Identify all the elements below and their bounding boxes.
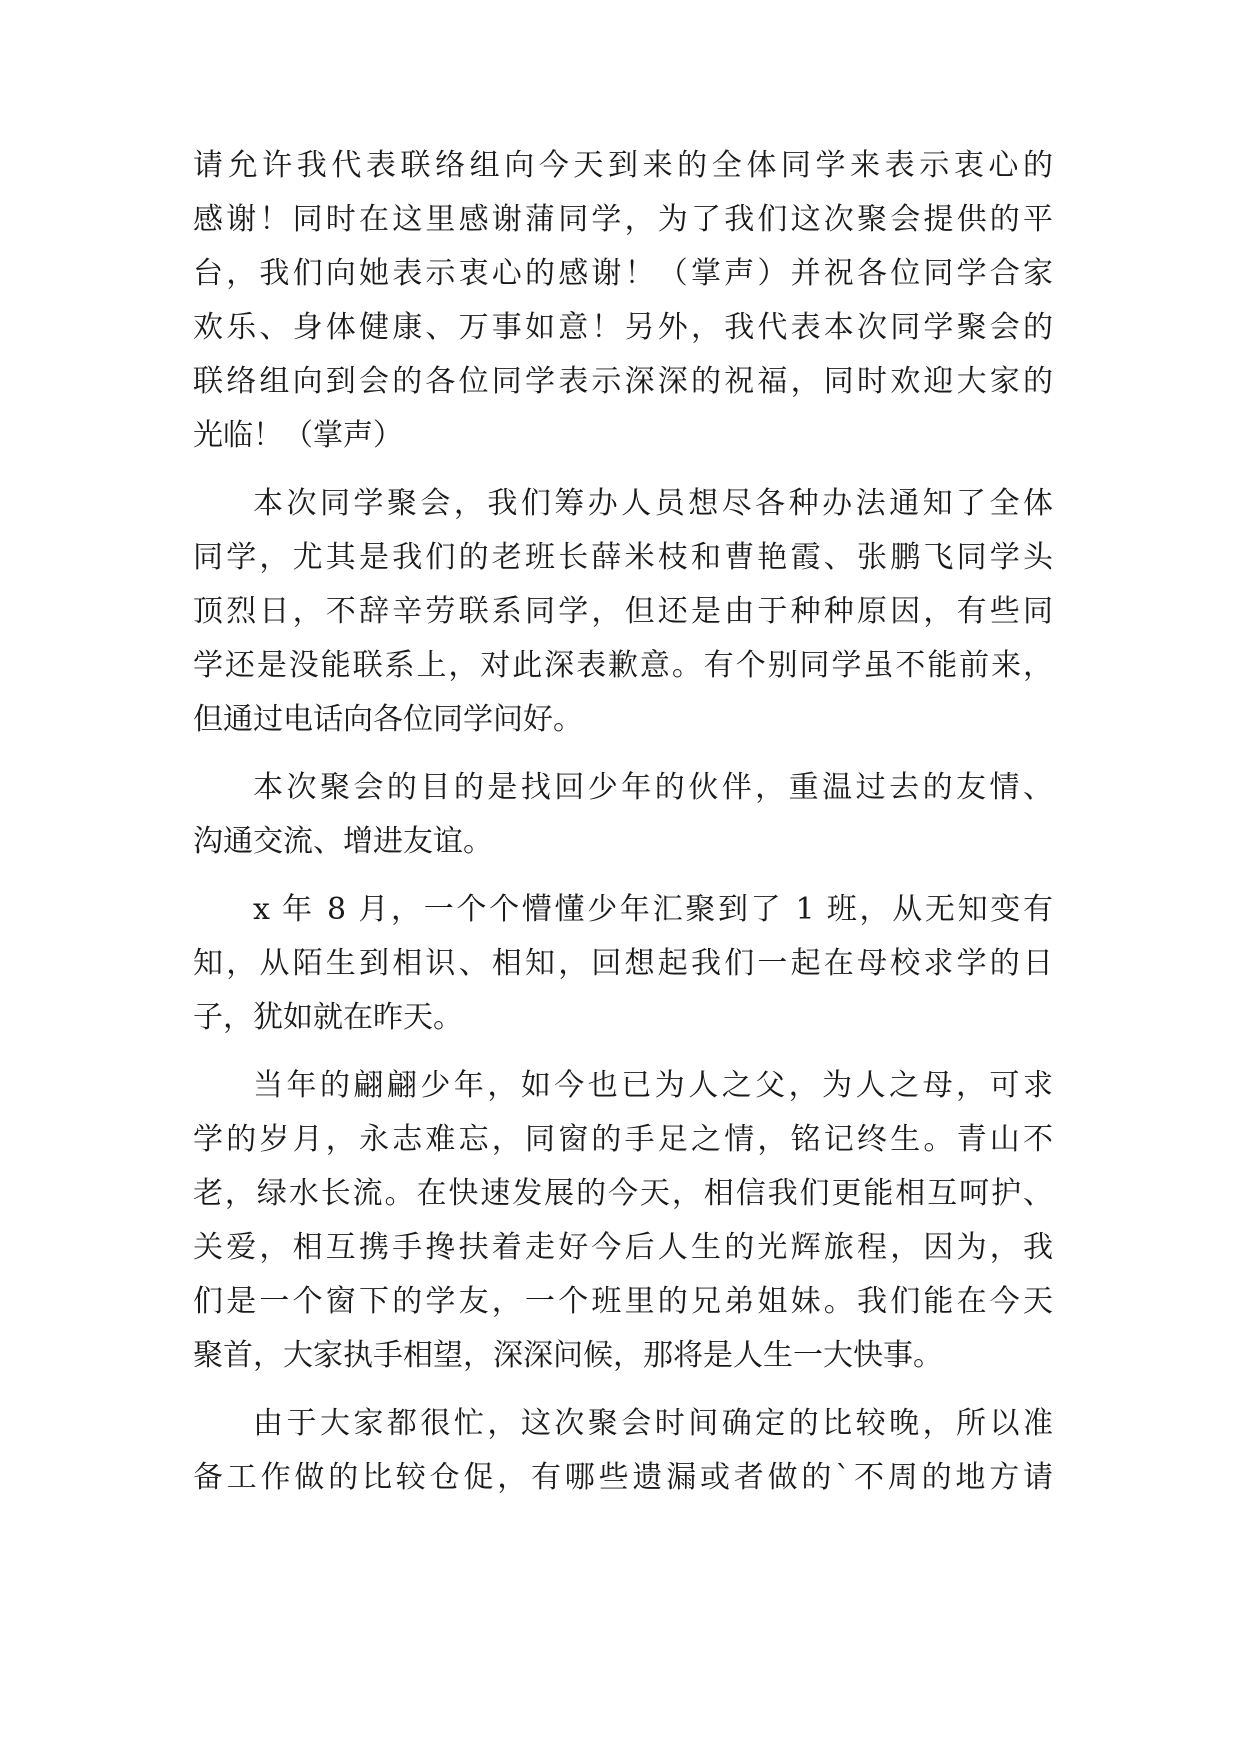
text-line: 备工作做的比较仓促，有哪些遗漏或者做的`不周的地方请 [193, 1460, 1053, 1495]
text-line: 由于大家都很忙，这次聚会时间确定的比较晚，所以准 [253, 1406, 1053, 1441]
text-line: 同学，尤其是我们的老班长薛米枝和曹艳霞、张鹏飞同学头 [193, 540, 1053, 575]
text-line: 老，绿水长流。在快速发展的今天，相信我们更能相互呵护、 [193, 1176, 1053, 1211]
text-line: 请允许我代表联络组向今天到来的全体同学来表示衷心的 [193, 148, 1053, 183]
text-line: 们是一个窗下的学友，一个班里的兄弟姐妹。我们能在今天 [193, 1284, 1053, 1319]
text-line: 欢乐、身体健康、万事如意！另外，我代表本次同学聚会的 [193, 310, 1053, 345]
text-line: 本次同学聚会，我们筹办人员想尽各种办法通知了全体 [253, 486, 1053, 521]
text-line: 台，我们向她表示衷心的感谢！（掌声）并祝各位同学合家 [193, 256, 1053, 291]
text-line: 本次聚会的目的是找回少年的伙伴，重温过去的友情、 [253, 770, 1053, 805]
text-line: 沟通交流、增进友谊。 [193, 824, 493, 859]
text-line: x 年 8 月，一个个懵懂少年汇聚到了 1 班，从无知变有 [253, 892, 1053, 927]
text-line: 学的岁月，永志难忘，同窗的手足之情，铭记终生。青山不 [193, 1122, 1053, 1157]
text-line: 知，从陌生到相识、相知，回想起我们一起在母校求学的日 [193, 946, 1053, 981]
text-line: 感谢！同时在这里感谢蒲同学，为了我们这次聚会提供的平 [193, 202, 1053, 237]
text-line: 学还是没能联系上，对此深表歉意。有个别同学虽不能前来， [193, 648, 1053, 683]
text-line: 子，犹如就在昨天。 [193, 1000, 463, 1035]
text-line: 关爱，相互携手搀扶着走好今后人生的光辉旅程，因为，我 [193, 1230, 1053, 1265]
text-line: 联络组向到会的各位同学表示深深的祝福，同时欢迎大家的 [193, 364, 1053, 399]
text-line: 当年的翩翩少年，如今也已为人之父，为人之母，可求 [253, 1068, 1053, 1103]
text-line: 聚首，大家执手相望，深深问候，那将是人生一大快事。 [193, 1338, 943, 1373]
text-line: 光临！（掌声） [193, 418, 403, 453]
text-line: 顶烈日，不辞辛劳联系同学，但还是由于种种原因，有些同 [193, 594, 1053, 629]
text-line: 但通过电话向各位同学问好。 [193, 702, 583, 737]
